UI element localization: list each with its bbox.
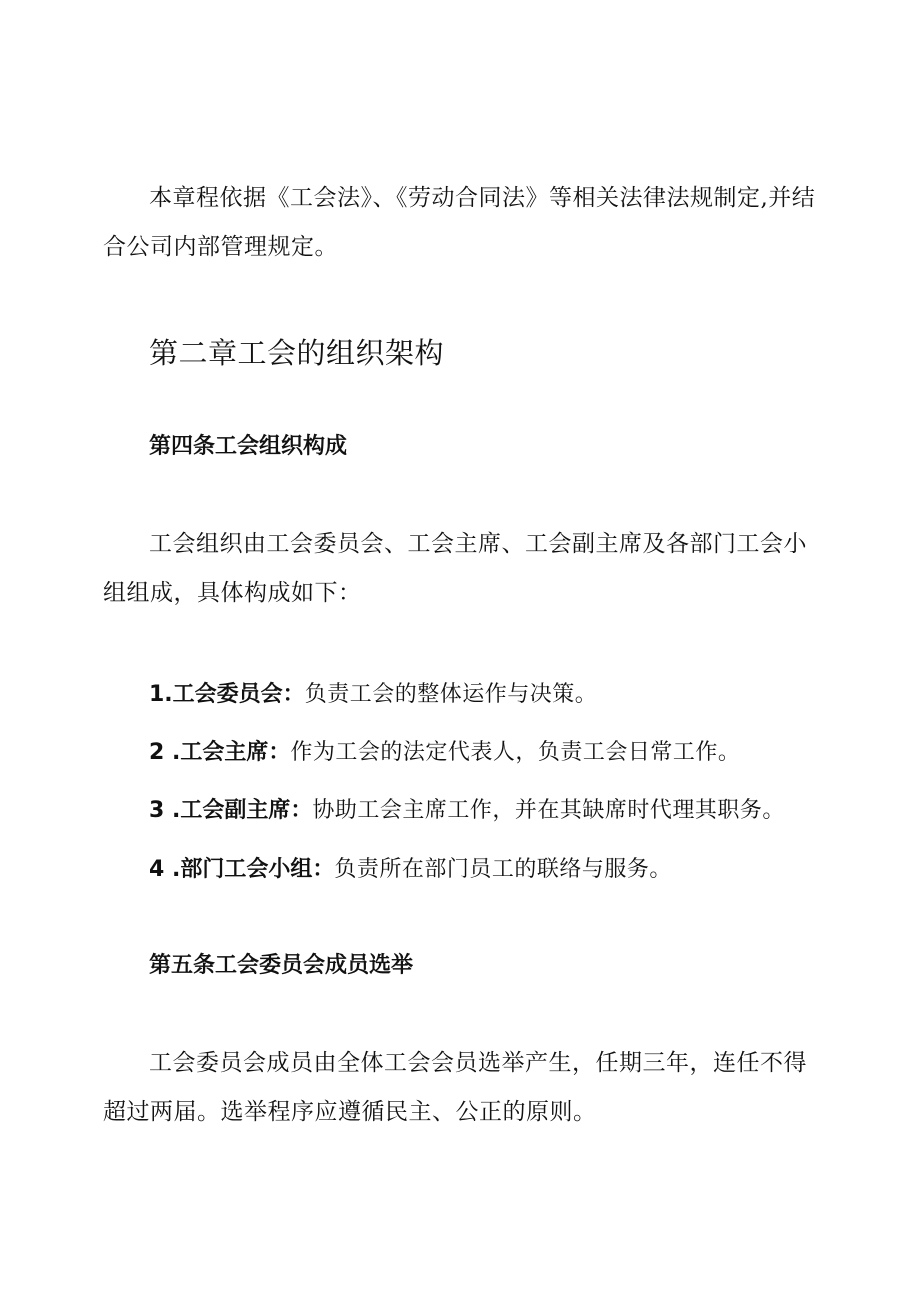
list-item-description: 负责所在部门员工的联络与服务。 bbox=[334, 857, 672, 882]
article-four-body: 工会组织由工会委员会、工会主席、工会副主席及各部门工会小组组成，具体构成如下： bbox=[103, 531, 807, 606]
list-item-label: 工会副主席： bbox=[180, 798, 313, 823]
list-item bbox=[149, 738, 740, 768]
article-five-title: 第五条工会委员会成员选举 bbox=[149, 953, 414, 978]
list-item-number: 2 . bbox=[149, 740, 181, 765]
list-item-label: 工会主席： bbox=[180, 740, 291, 765]
article-four-title: 第四条工会组织构成 bbox=[149, 434, 348, 459]
list-item-label: 部门工会小组： bbox=[180, 857, 335, 882]
list-item-number: 1. bbox=[149, 682, 173, 707]
list-item-description: 负责工会的整体运作与决策。 bbox=[304, 682, 598, 707]
list-item bbox=[149, 796, 785, 826]
list-item-description: 协助工会主席工作，并在其缺席时代理其职务。 bbox=[312, 798, 785, 823]
article-five-body: 工会委员会成员由全体工会会员选举产生，任期三年，连任不得超过两届。选举程序应遵循民主、公正的原则。 bbox=[103, 1050, 807, 1125]
list-item-description: 作为工会的法定代表人，负责工会日常工作。 bbox=[290, 740, 741, 765]
list-item bbox=[149, 855, 672, 885]
chapter-two-title: 第二章工会的组织架构 bbox=[149, 336, 445, 370]
intro-paragraph: 本章程依据《工会法》、《劳动合同法》等相关法律法规制定,并结合公司内部管理规定。 bbox=[103, 185, 816, 260]
list-item-number: 3 . bbox=[149, 798, 181, 823]
list-item-number: 4 . bbox=[149, 857, 181, 882]
list-item bbox=[149, 680, 597, 710]
list-item-label: 工会委员会： bbox=[172, 682, 305, 707]
